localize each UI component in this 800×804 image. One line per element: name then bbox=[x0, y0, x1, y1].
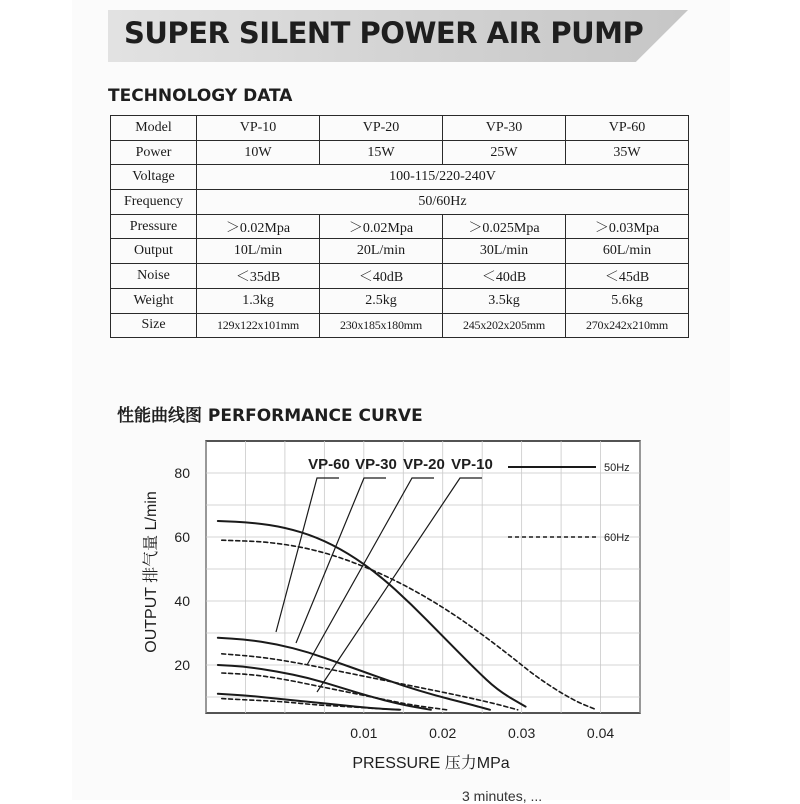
table-cell: 25W bbox=[443, 140, 566, 165]
model-label-vp-30: VP-30 bbox=[355, 456, 397, 473]
table-cell: ＜40dB bbox=[320, 264, 443, 289]
x-tick-label: 0.01 bbox=[350, 725, 378, 741]
table-cell: 270x242x210mm bbox=[566, 313, 689, 338]
row-label: Pressure bbox=[111, 214, 197, 239]
page-title: SUPER SILENT POWER AIR PUMP bbox=[124, 16, 644, 50]
table-cell: 15W bbox=[320, 140, 443, 165]
model-header-cell: VP-20 bbox=[320, 116, 443, 141]
footer-fragment: 3 minutes, ... bbox=[462, 788, 543, 804]
table-cell: 3.5kg bbox=[443, 288, 566, 313]
table-cell: ＜40dB bbox=[443, 264, 566, 289]
table-cell: ＞0.03Mpa bbox=[566, 214, 689, 239]
legend-50hz-label: 50Hz bbox=[604, 462, 630, 474]
table-cell: 245x202x205mm bbox=[443, 313, 566, 338]
row-label: Frequency bbox=[111, 190, 197, 215]
table-cell: 1.3kg bbox=[197, 288, 320, 313]
row-label: Weight bbox=[111, 288, 197, 313]
row-label: Voltage bbox=[111, 165, 197, 190]
table-cell: 5.6kg bbox=[566, 288, 689, 313]
merged-value-cell: 100-115/220-240V bbox=[197, 165, 689, 190]
model-header-cell: VP-10 bbox=[197, 116, 320, 141]
y-axis-label: OUTPUT 排气量 L/min bbox=[143, 491, 160, 653]
table-cell: 10W bbox=[197, 140, 320, 165]
table-cell: ＜35dB bbox=[197, 264, 320, 289]
y-tick-label: 40 bbox=[174, 593, 190, 609]
row-label: Power bbox=[111, 140, 197, 165]
row-label: Size bbox=[111, 313, 197, 338]
x-axis-label: PRESSURE 压力MPa bbox=[352, 755, 510, 772]
plot-area bbox=[206, 441, 640, 713]
table-cell: 60L/min bbox=[566, 239, 689, 264]
table-cell: 230x185x180mm bbox=[320, 313, 443, 338]
model-header-cell: VP-60 bbox=[566, 116, 689, 141]
table-cell: ＜45dB bbox=[566, 264, 689, 289]
row-label: Noise bbox=[111, 264, 197, 289]
model-header-cell: VP-30 bbox=[443, 116, 566, 141]
table-cell: 20L/min bbox=[320, 239, 443, 264]
table-cell: ＞0.025Mpa bbox=[443, 214, 566, 239]
x-tick-label: 0.03 bbox=[508, 725, 536, 741]
table-cell: ＞0.02Mpa bbox=[197, 214, 320, 239]
y-tick-label: 80 bbox=[174, 465, 190, 481]
row-label: Model bbox=[111, 116, 197, 141]
table-cell: ＞0.02Mpa bbox=[320, 214, 443, 239]
legend-60hz-label: 60Hz bbox=[604, 532, 630, 544]
table-cell: 35W bbox=[566, 140, 689, 165]
model-label-vp-20: VP-20 bbox=[403, 456, 445, 473]
x-tick-label: 0.04 bbox=[586, 725, 615, 741]
row-label: Output bbox=[111, 239, 197, 264]
model-label-vp-10: VP-10 bbox=[451, 456, 493, 473]
table-cell: 10L/min bbox=[197, 239, 320, 264]
y-tick-label: 60 bbox=[174, 529, 190, 545]
table-cell: 2.5kg bbox=[320, 288, 443, 313]
technology-data-heading: TECHNOLOGY DATA bbox=[108, 86, 293, 106]
performance-curve-heading: 性能曲线图 PERFORMANCE CURVE bbox=[117, 406, 423, 426]
x-tick-label: 0.02 bbox=[429, 725, 457, 741]
y-tick-label: 20 bbox=[174, 657, 190, 673]
table-cell: 30L/min bbox=[443, 239, 566, 264]
table-cell: 129x122x101mm bbox=[197, 313, 320, 338]
model-label-vp-60: VP-60 bbox=[308, 456, 350, 473]
merged-value-cell: 50/60Hz bbox=[197, 190, 689, 215]
